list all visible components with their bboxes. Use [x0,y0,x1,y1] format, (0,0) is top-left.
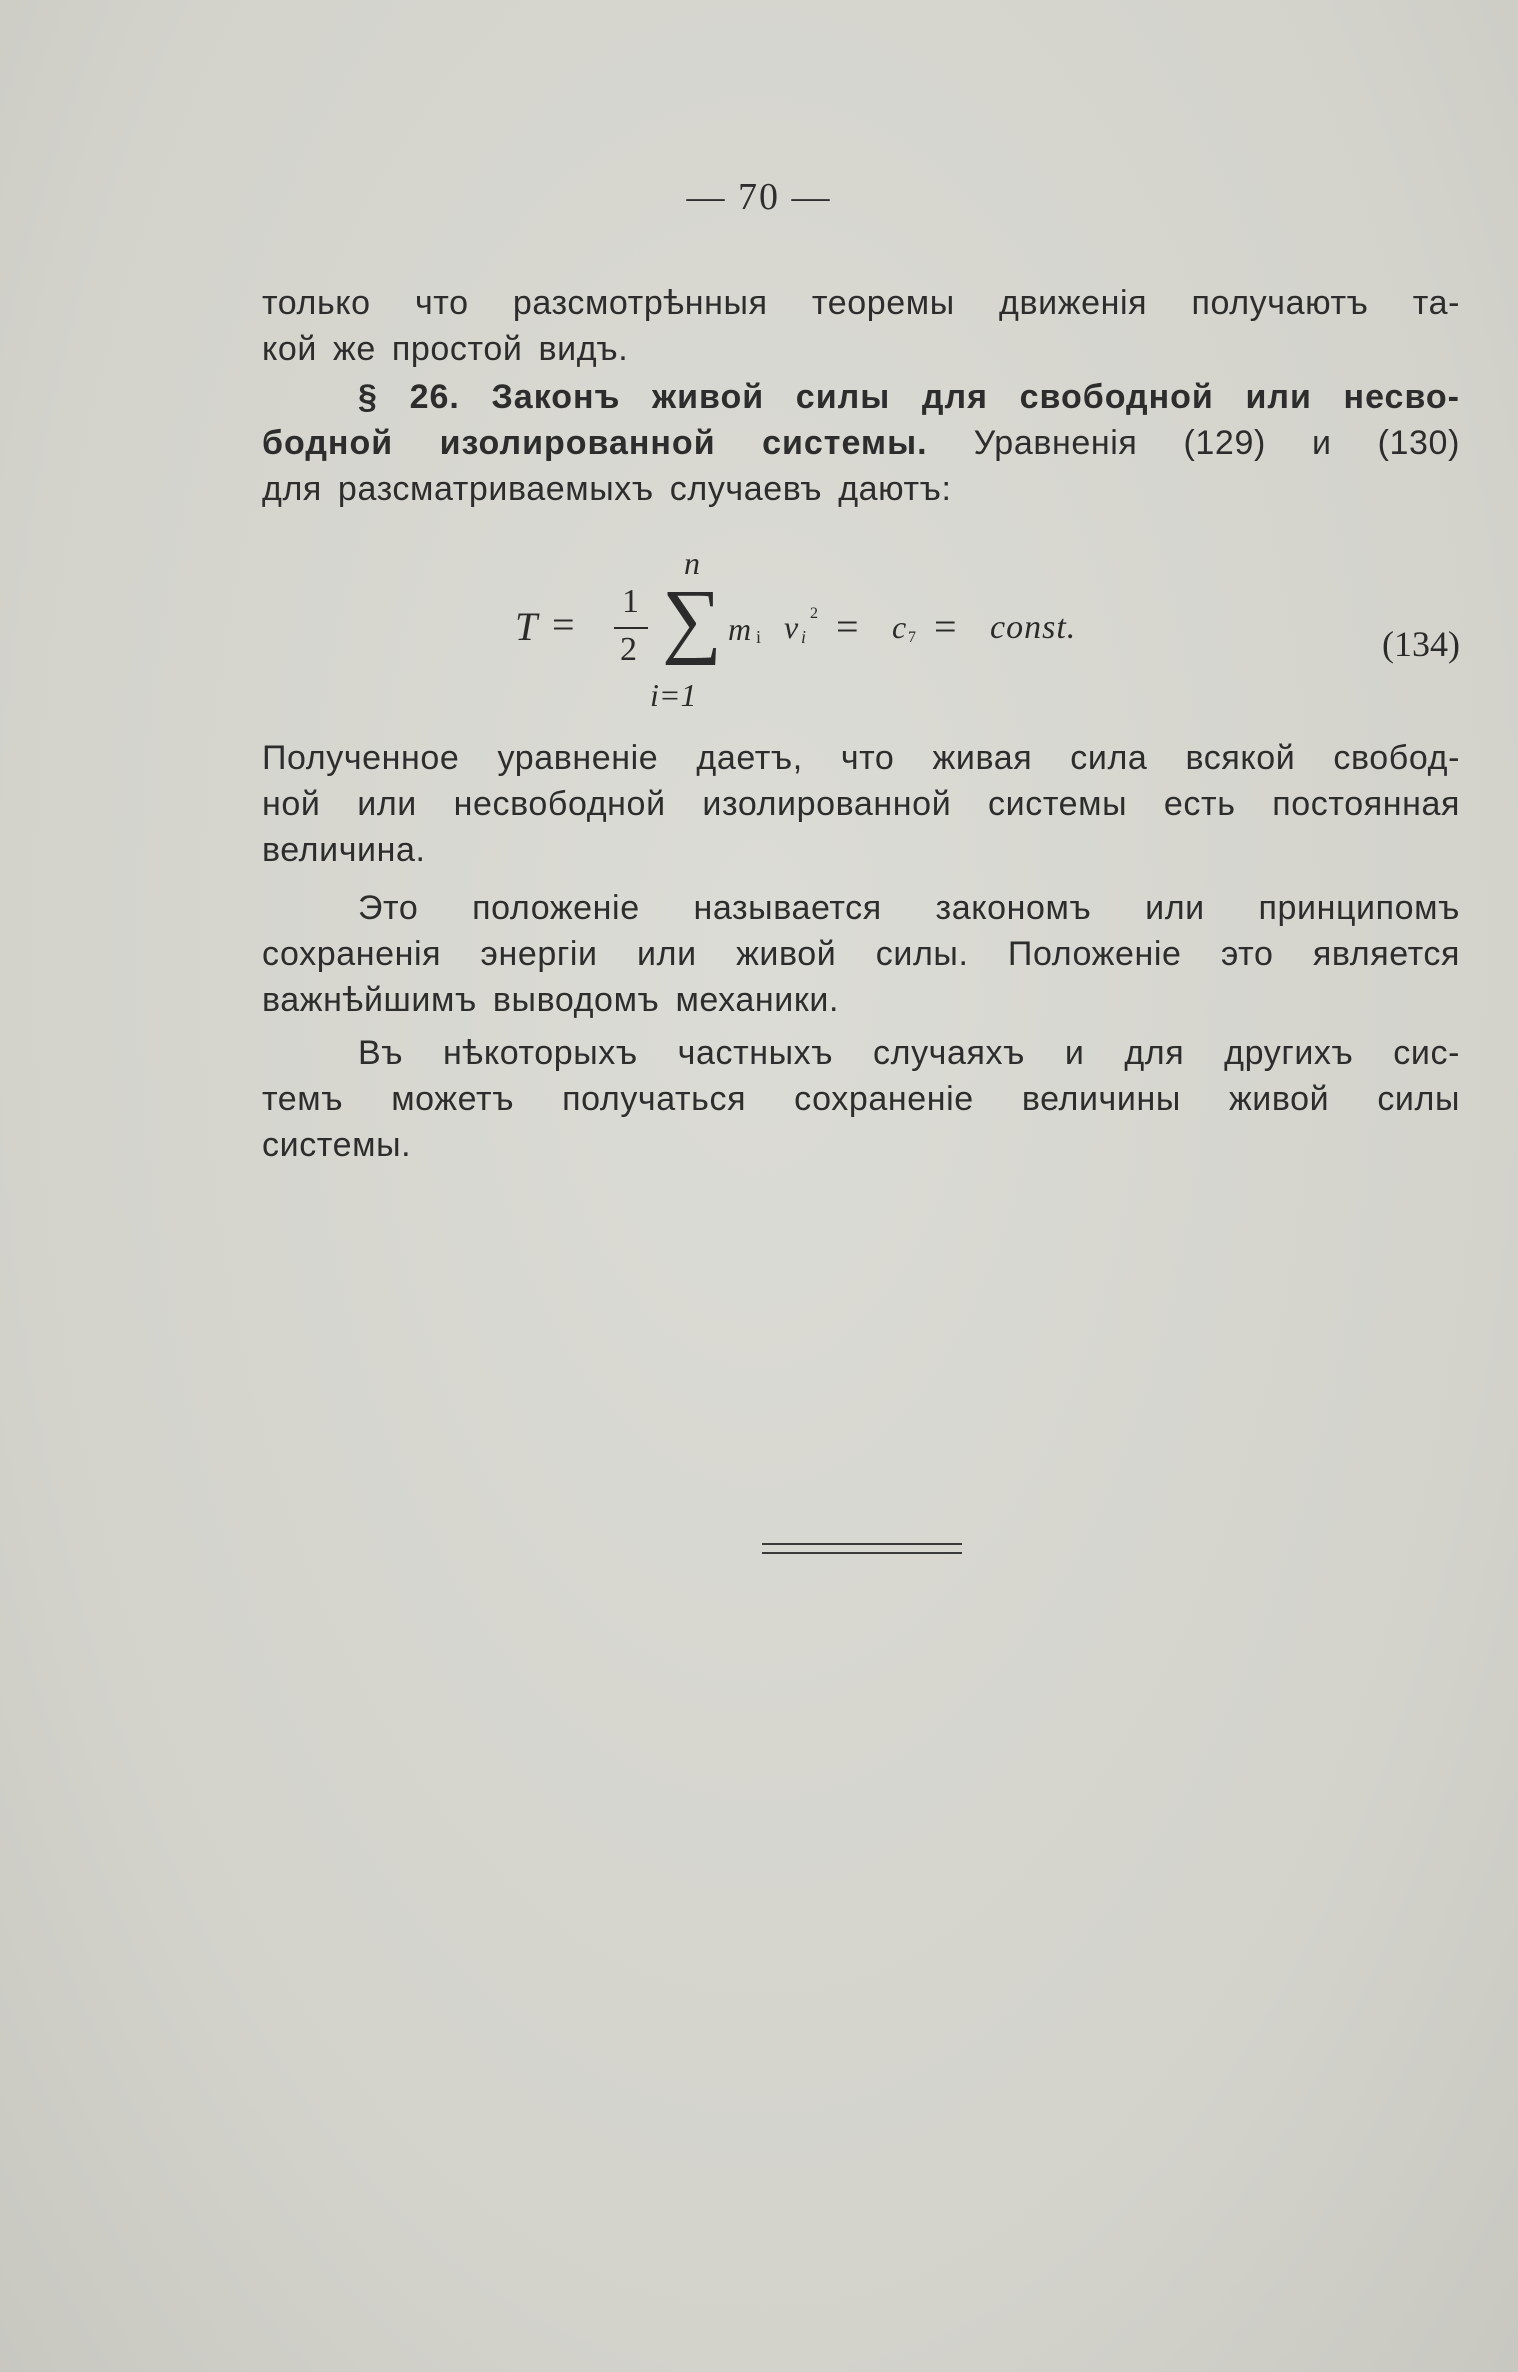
paragraph-5-line-3: системы. [262,1126,412,1164]
section-heading-cont: бодной изолированной системы. [262,424,928,462]
equation-number: (134) [1382,624,1460,664]
paragraph-2-line-3: для разсматриваемыхъ случаевъ даютъ: [262,470,952,508]
formula-term-m-sub: i [756,627,762,647]
paragraph-2-tail: Уравненія (129) и (130) [973,424,1460,462]
formula-frac-denominator: 2 [620,631,637,668]
paragraph-1-line-1: только что разсмотрѣнныя теоремы движенія получаютъ та- [262,284,1460,322]
formula-sum-lower: i=1 [650,677,697,713]
paragraph-3-line-1: Полученное уравненіе даетъ, что живая сила всякой свобод- [262,739,1460,777]
paragraph-3-line-3: величина. [262,831,426,869]
formula-c-sub: 7 [908,629,916,646]
formula-c: c [892,609,907,645]
paragraph-3-line-2: ной или несвободной изолированной системы есть постоянная [262,785,1460,823]
formula-frac-numerator: 1 [622,583,639,620]
paragraph-2-line-2 [262,420,1460,466]
page-number: — 70 — [686,176,832,218]
formula-term-m: m [728,611,752,647]
closing-rule-bottom [762,1552,962,1554]
closing-rule-top [762,1543,962,1545]
formula-equals-1: = [552,602,575,647]
formula-sum-symbol: ∑ [662,573,722,666]
formula-lhs: T [515,604,538,649]
formula-term-v-sup: 2 [810,605,818,622]
paragraph-1-line-2: кой же простой видъ. [262,330,629,368]
paragraph-4-line-1: Это положеніе называется закономъ или принципомъ [358,889,1460,927]
formula-equals-3: = [934,604,957,649]
paragraph-3 [262,735,1460,873]
paragraph-4-line-3: важнѣйшимъ выводомъ механики. [262,981,839,1019]
paragraph-1 [262,280,1460,372]
paragraph-4 [262,885,1460,1023]
paragraph-5-line-1: Въ нѣкоторыхъ частныхъ случаяхъ и для другихъ сис- [358,1034,1460,1072]
formula-term-v: v [784,609,799,645]
paragraph-5-line-2: темъ можетъ получаться сохраненіе величины живой силы [262,1080,1460,1118]
formula-const: const. [990,609,1077,646]
section-heading: § 26. Законъ живой силы для свободной или несво- [358,378,1460,416]
formula-equals-2: = [836,604,859,649]
paragraph-2 [262,374,1460,512]
paragraph-5 [262,1030,1460,1168]
formula-fraction-bar [614,627,648,629]
formula-term-v-sub: i [801,627,807,647]
formula-134 [500,545,1460,725]
paragraph-4-line-2: сохраненія энергіи или живой силы. Положеніе это является [262,935,1460,973]
formula-sum-upper: n [684,545,700,581]
